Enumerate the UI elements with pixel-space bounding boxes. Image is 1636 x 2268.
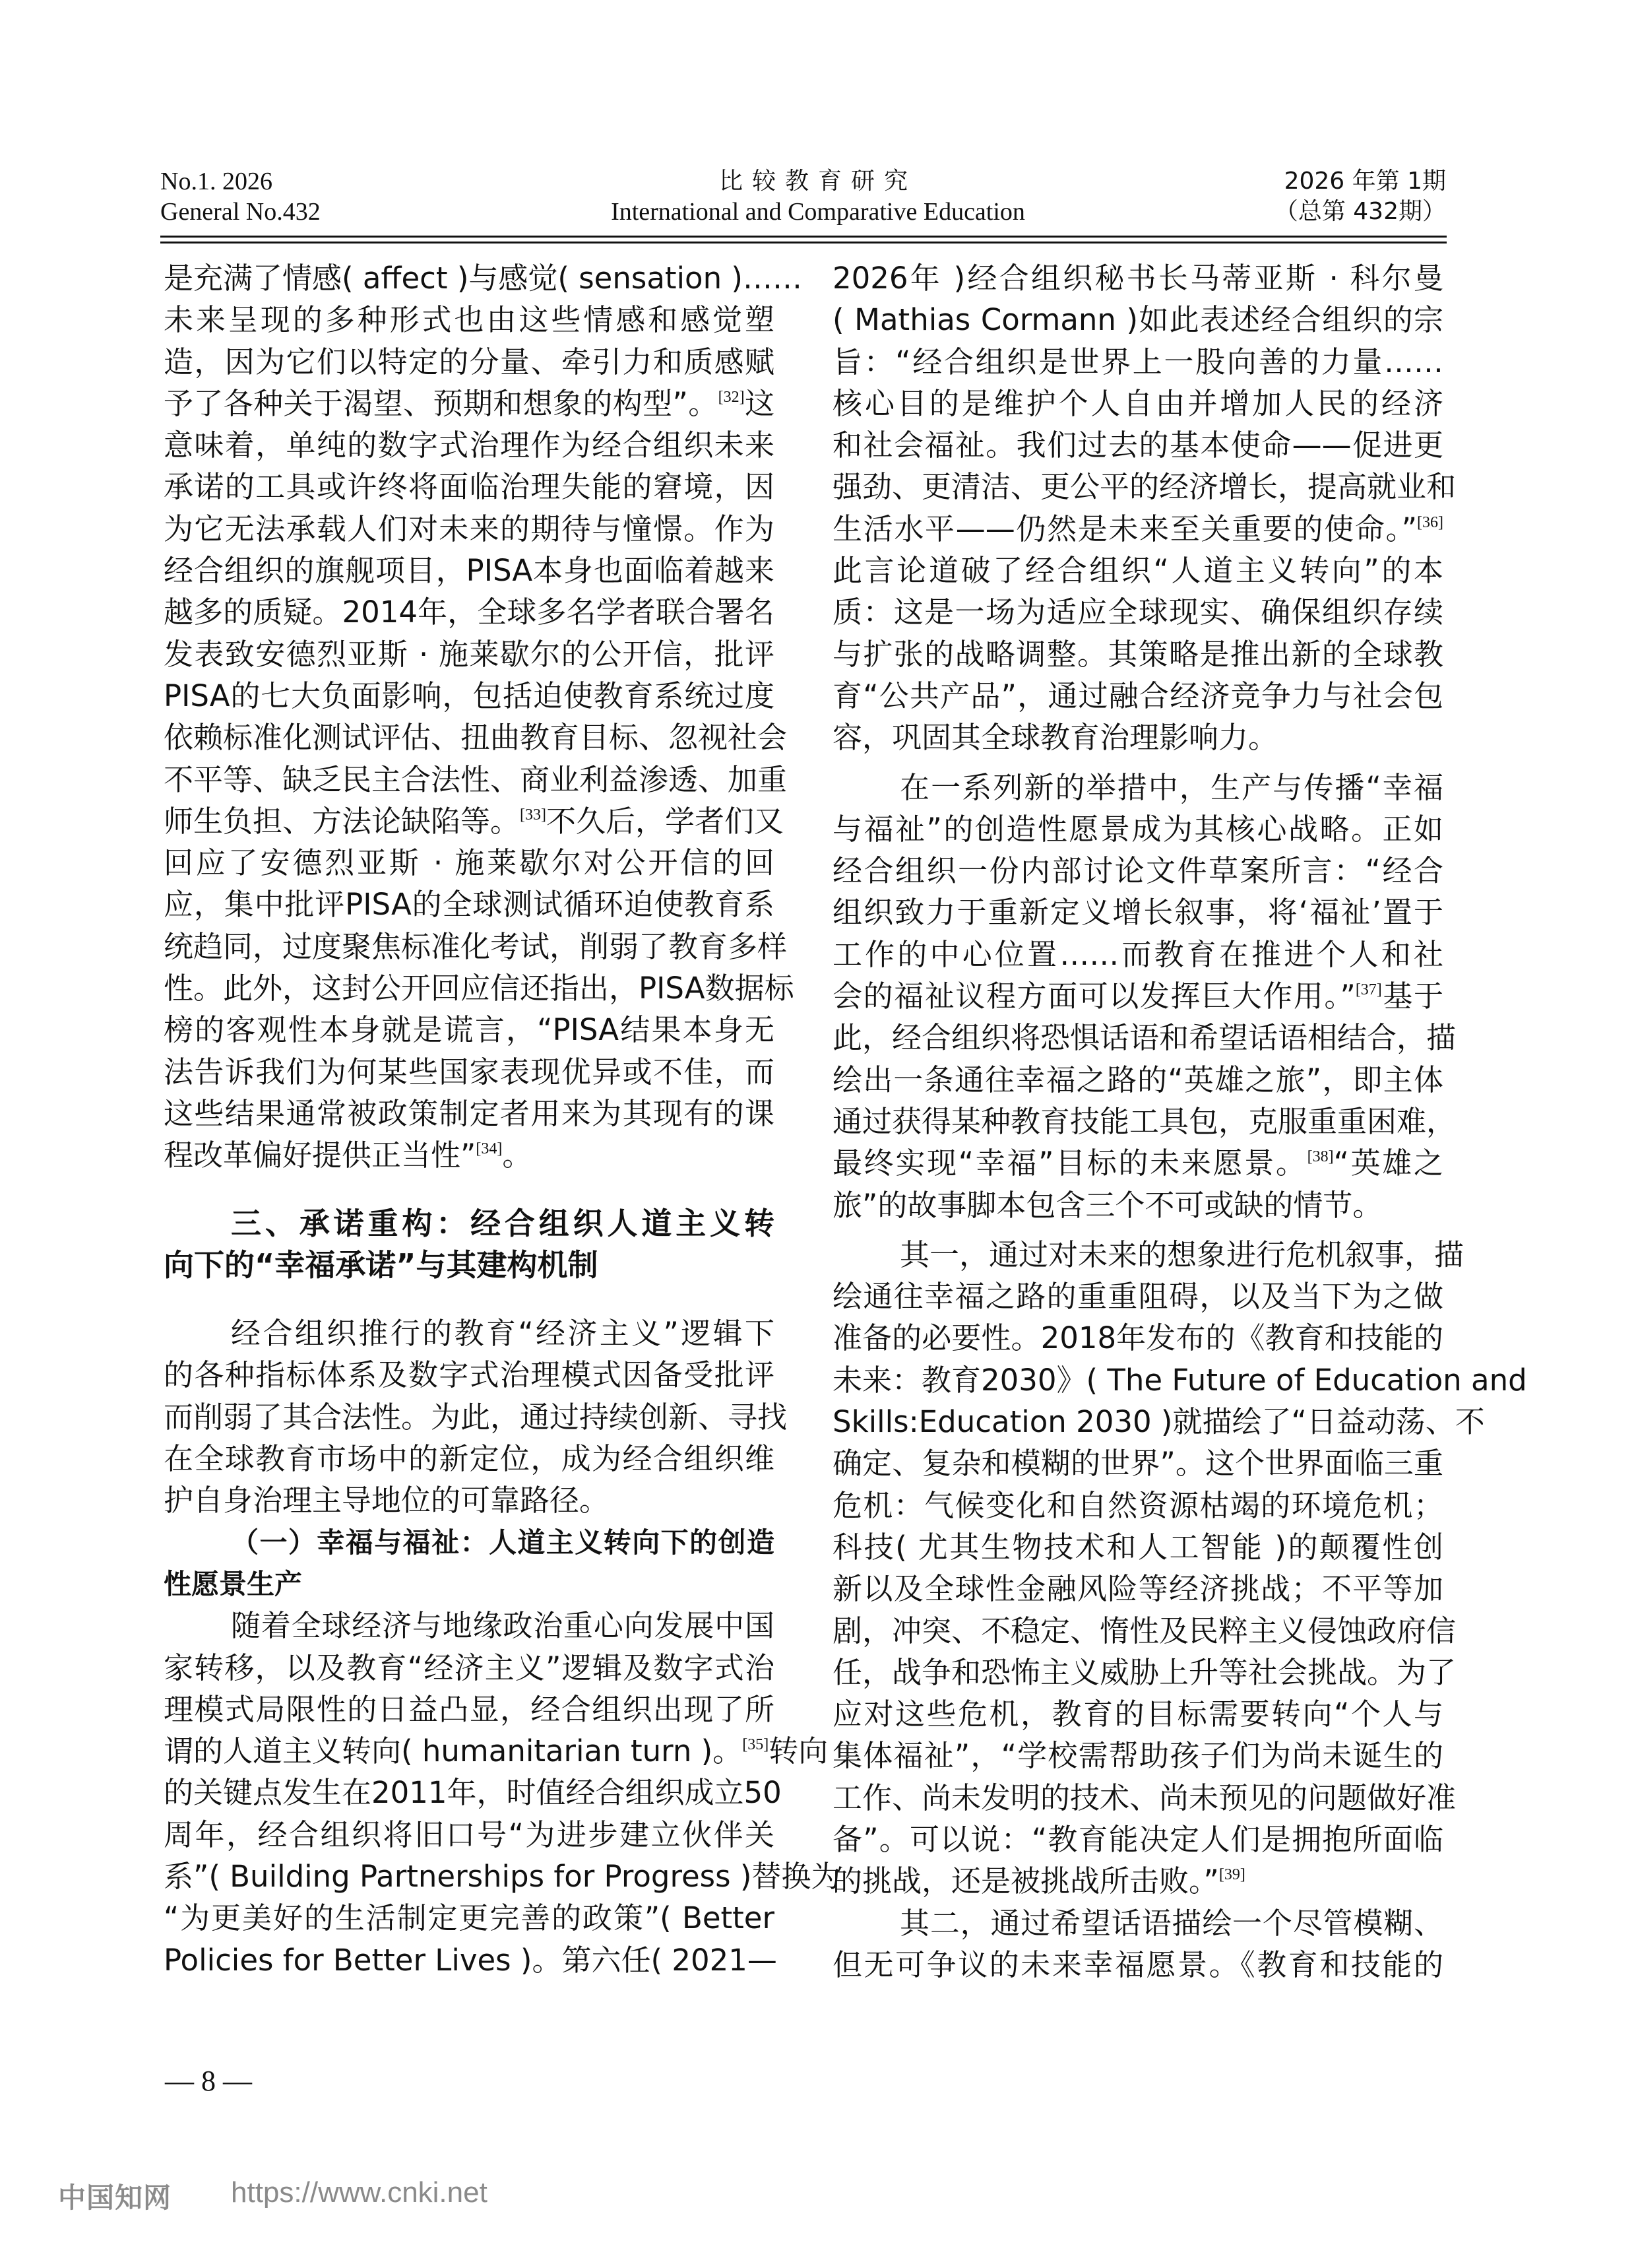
text-line: 此，经合组织将恐惧话语和希望话语相结合，描 bbox=[833, 1020, 1457, 1056]
text-line: 护自身治理主导地位的可靠路径。 bbox=[164, 1483, 610, 1518]
text-line: 育“公共产品”，通过融合经济竞争力与社会包 bbox=[833, 678, 1443, 713]
right-column bbox=[833, 257, 1527, 1986]
paragraph bbox=[833, 257, 1457, 759]
heading-line: 三、承诺重构：经合组织人道主义转 bbox=[231, 1205, 774, 1241]
text-line: 核心目的是维护个人自由并增加人民的经济 bbox=[833, 385, 1443, 421]
header-rule-top bbox=[160, 236, 1447, 238]
text-line: 和社会福祉。我们过去的基本使命——促进更 bbox=[833, 428, 1443, 463]
citation-ref[interactable]: [38] bbox=[1307, 1148, 1334, 1166]
citation-ref[interactable]: [33] bbox=[520, 806, 546, 824]
text-line: 的各种指标体系及数字式治理模式因备受批评 bbox=[164, 1357, 774, 1393]
journal-title-cn: 比较教育研究 bbox=[718, 168, 917, 195]
text-line: 准备的必要性。2018年发布的《教育和技能的 bbox=[833, 1320, 1443, 1356]
section-heading bbox=[164, 1203, 774, 1287]
text-line: 任，战争和恐怖主义威胁上升等社会挑战。为了 bbox=[833, 1654, 1457, 1690]
text-line: 强劲、更清洁、更公平的经济增长，提高就业和 bbox=[833, 469, 1457, 505]
heading-line: （一）幸福与福祉：人道主义转向下的创造 bbox=[231, 1526, 774, 1559]
text-line: 危机：气候变化和自然资源枯竭的环境危机； bbox=[833, 1487, 1443, 1523]
citation-ref[interactable]: [32] bbox=[718, 388, 745, 406]
text-line: PISA的七大负面影响，包括迫使教育系统过度 bbox=[164, 678, 774, 713]
paragraph bbox=[164, 1605, 841, 1981]
text-line: 其一，通过对未来的想象进行危机叙事，描 bbox=[900, 1237, 1464, 1272]
spacer bbox=[164, 1286, 774, 1312]
spacer bbox=[833, 1226, 1443, 1234]
left-column bbox=[164, 257, 841, 1981]
text-line: 科技( 尤其生物技术和人工智能 )的颠覆性创 bbox=[833, 1529, 1443, 1565]
text-line: 越多的质疑。2014年，全球多名学者联合署名 bbox=[164, 595, 774, 630]
text-line: 未来呈现的多种形式也由这些情感和感觉塑 bbox=[164, 302, 774, 338]
text-line: 质：这是一场为适应全球现实、确保组织存续 bbox=[833, 595, 1443, 630]
heading-line: 向下的“幸福承诺”与其建构机制 bbox=[164, 1247, 598, 1283]
text-run: 生活水平——仍然是未来至关重要的使命。” bbox=[833, 511, 1418, 546]
text-line: 通过获得某种教育技能工具包，克服重重困难， bbox=[833, 1103, 1457, 1139]
text-line: 发表致安德烈亚斯 · 施莱歇尔的公开信，批评 bbox=[164, 636, 774, 672]
text-line bbox=[833, 975, 1443, 1017]
text-line: 而削弱了其合法性。为此，通过持续创新、寻找 bbox=[164, 1399, 788, 1435]
text-line: 系”( Building Partnerships for Progress )替换为 bbox=[164, 1858, 841, 1894]
text-line: ( Mathias Cormann )如此表述经合组织的宗 bbox=[833, 302, 1443, 338]
text-run: 转向 bbox=[769, 1733, 829, 1769]
cnki-url[interactable]: https://www.cnki.net bbox=[231, 2176, 488, 2209]
running-header-right bbox=[1274, 166, 1446, 227]
text-line: Policies for Better Lives )。第六任( 2021— bbox=[164, 1942, 777, 1978]
text-line: 工作、尚未发明的技术、尚未预见的问题做好准 bbox=[833, 1780, 1457, 1815]
text-line bbox=[164, 800, 784, 842]
text-line: 榜的客观性本身就是谎言，“PISA结果本身无 bbox=[164, 1012, 774, 1048]
text-run: 。 bbox=[502, 1138, 532, 1173]
paragraph bbox=[164, 257, 802, 1177]
text-line: 造，因为它们以特定的分量、牵引力和质感赋 bbox=[164, 344, 774, 379]
general-number: General No.432 bbox=[160, 198, 321, 226]
text-line: 未来：教育2030》( The Future of Education and bbox=[833, 1362, 1527, 1398]
text-line: Skills:Education 2030 )就描绘了“日益动荡、不 bbox=[833, 1404, 1485, 1440]
text-line: 绘通往幸福之路的重重阻碍，以及当下为之做 bbox=[833, 1279, 1443, 1314]
text-line: 工作的中心位置……而教育在推进个人和社 bbox=[833, 936, 1443, 972]
cnki-logo-text: 中国知网 bbox=[58, 2182, 172, 2214]
text-line: 剧，冲突、不稳定、惰性及民粹主义侵蚀政府信 bbox=[833, 1613, 1457, 1648]
text-run: 谓的人道主义转向( humanitarian turn )。 bbox=[164, 1733, 743, 1769]
text-run: 师生负担、方法论缺陷等。 bbox=[164, 803, 520, 839]
text-line: 经合组织推行的教育“经济主义”逻辑下 bbox=[231, 1316, 774, 1351]
text-line: 在全球教育市场中的新定位，成为经合组织维 bbox=[164, 1441, 774, 1477]
subsection-heading bbox=[164, 1522, 774, 1605]
text-line: 2026年 )经合组织秘书长马蒂亚斯 · 科尔曼 bbox=[833, 261, 1443, 296]
text-line: 绘出一条通往幸福之路的“英雄之旅”，即主体 bbox=[833, 1062, 1443, 1097]
paragraph bbox=[833, 1902, 1443, 1986]
issue-year-cn: 2026 年第 1期 bbox=[1284, 168, 1446, 195]
journal-title-en: International and Comparative Education bbox=[611, 198, 1025, 226]
text-line: 但无可争议的未来幸福愿景。《教育和技能的 bbox=[833, 1947, 1443, 1982]
text-line: 这些结果通常被政策制定者用来为其现有的课 bbox=[164, 1095, 774, 1131]
header-rule-bottom bbox=[160, 242, 1447, 243]
text-run: 不久后，学者们又 bbox=[546, 803, 784, 839]
citation-ref[interactable]: [39] bbox=[1218, 1866, 1245, 1884]
text-line: 旨：“经合组织是世界上一股向善的力量…… bbox=[833, 344, 1443, 379]
text-line: 新以及全球性金融风险等经济挑战；不平等加 bbox=[833, 1571, 1443, 1607]
text-line: 其二，通过希望话语描绘一个尽管模糊、 bbox=[900, 1905, 1443, 1941]
text-line: 应对这些危机，教育的目标需要转向“个人与 bbox=[833, 1697, 1443, 1732]
issue-number: No.1. 2026 bbox=[160, 168, 272, 195]
text-run: 会的福祉议程方面可以发挥巨大作用。” bbox=[833, 979, 1356, 1014]
spacer bbox=[164, 1177, 774, 1203]
text-run: 基于 bbox=[1381, 979, 1443, 1014]
citation-ref[interactable]: [34] bbox=[476, 1140, 503, 1158]
text-line: 在一系列新的举措中，生产与传播“幸福 bbox=[900, 769, 1443, 805]
text-line: 法告诉我们为何某些国家表现优异或不佳，而 bbox=[164, 1054, 774, 1089]
paragraph bbox=[833, 1234, 1527, 1902]
citation-ref[interactable]: [37] bbox=[1355, 981, 1382, 999]
heading-line: 性愿景生产 bbox=[164, 1567, 303, 1600]
spacer bbox=[833, 759, 1443, 767]
text-line: 与扩张的战略调整。其策略是推出新的全球教 bbox=[833, 636, 1443, 672]
text-line: 经合组织的旗舰项目，PISA本身也面临着越来 bbox=[164, 553, 774, 589]
text-line: 为它无法承载人们对未来的期待与憧憬。作为 bbox=[164, 511, 774, 546]
text-line: 回应了安德烈亚斯 · 施莱歇尔对公开信的回 bbox=[164, 845, 774, 881]
text-run: 程改革偏好提供正当性” bbox=[164, 1138, 476, 1173]
text-line: 的关键点发生在2011年，时值经合组织成立50 bbox=[164, 1775, 782, 1811]
text-line: 备”。可以说：“教育能决定人们是拥抱所面临 bbox=[833, 1821, 1443, 1857]
text-line bbox=[833, 1860, 1443, 1902]
text-run: 这 bbox=[744, 385, 774, 421]
citation-ref[interactable]: [36] bbox=[1417, 513, 1443, 531]
text-line bbox=[164, 1134, 774, 1176]
text-line: 此言论道破了经合组织“人道主义转向”的本 bbox=[833, 553, 1443, 589]
text-line: 承诺的工具或许终将面临治理失能的窘境，因 bbox=[164, 469, 774, 505]
text-line: 应，集中批评PISA的全球测试循环迫使教育系 bbox=[164, 887, 774, 923]
text-line: 统趋同，过度聚焦标准化考试，削弱了教育多样 bbox=[164, 928, 788, 964]
text-line: 依赖标准化测试评估、扭曲教育目标、忽视社会 bbox=[164, 720, 788, 756]
text-line bbox=[833, 1142, 1443, 1184]
total-issue-cn: （总第 432期） bbox=[1274, 198, 1446, 225]
citation-ref[interactable]: [35] bbox=[742, 1736, 769, 1754]
text-run: 的挑战，还是被挑战所击败。” bbox=[833, 1863, 1219, 1899]
text-line: 容，巩固其全球教育治理影响力。 bbox=[833, 720, 1278, 756]
text-run: 最终实现“幸福”目标的未来愿景。 bbox=[833, 1146, 1307, 1181]
text-line: “为更美好的生活制定更完善的政策”( Better bbox=[164, 1900, 774, 1936]
text-line: 家转移，以及教育“经济主义”逻辑及数字式治 bbox=[164, 1650, 774, 1685]
text-line: 是充满了情感( affect )与感觉( sensation )…… bbox=[164, 261, 802, 296]
text-line: 性。此外，这封公开回应信还指出，PISA数据标 bbox=[164, 971, 794, 1006]
text-line: 意味着，单纯的数字式治理作为经合组织未来 bbox=[164, 428, 774, 463]
text-line bbox=[164, 383, 774, 424]
text-line: 与福祉”的创造性愿景成为其核心战略。正如 bbox=[833, 811, 1443, 847]
text-line: 确定、复杂和模糊的世界”。这个世界面临三重 bbox=[833, 1446, 1443, 1481]
text-line bbox=[833, 508, 1443, 550]
text-run: 予了各种关于渴望、预期和想象的构型”。 bbox=[164, 385, 718, 421]
paragraph bbox=[833, 767, 1457, 1226]
text-line: 周年，经合组织将旧口号“为进步建立伙伴关 bbox=[164, 1817, 774, 1852]
text-line: 组织致力于重新定义增长叙事，将‘福祉’置于 bbox=[833, 895, 1443, 930]
paragraph bbox=[164, 1312, 788, 1521]
text-line: 不平等、缺乏民主合法性、商业利益渗透、加重 bbox=[164, 761, 788, 797]
text-line: 理模式局限性的日益凸显，经合组织出现了所 bbox=[164, 1691, 774, 1727]
text-line: 随着全球经济与地缘政治重心向发展中国 bbox=[231, 1608, 774, 1644]
text-line bbox=[164, 1730, 829, 1772]
text-line: 旅”的故事脚本包含三个不可或缺的情节。 bbox=[833, 1187, 1383, 1223]
text-line: 集体福祉”，“学校需帮助孩子们为尚未诞生的 bbox=[833, 1738, 1443, 1774]
text-run: “英雄之 bbox=[1333, 1146, 1443, 1181]
page-number: — 8 — bbox=[165, 2065, 252, 2097]
text-line: 经合组织一份内部讨论文件草案所言：“经合 bbox=[833, 853, 1443, 889]
